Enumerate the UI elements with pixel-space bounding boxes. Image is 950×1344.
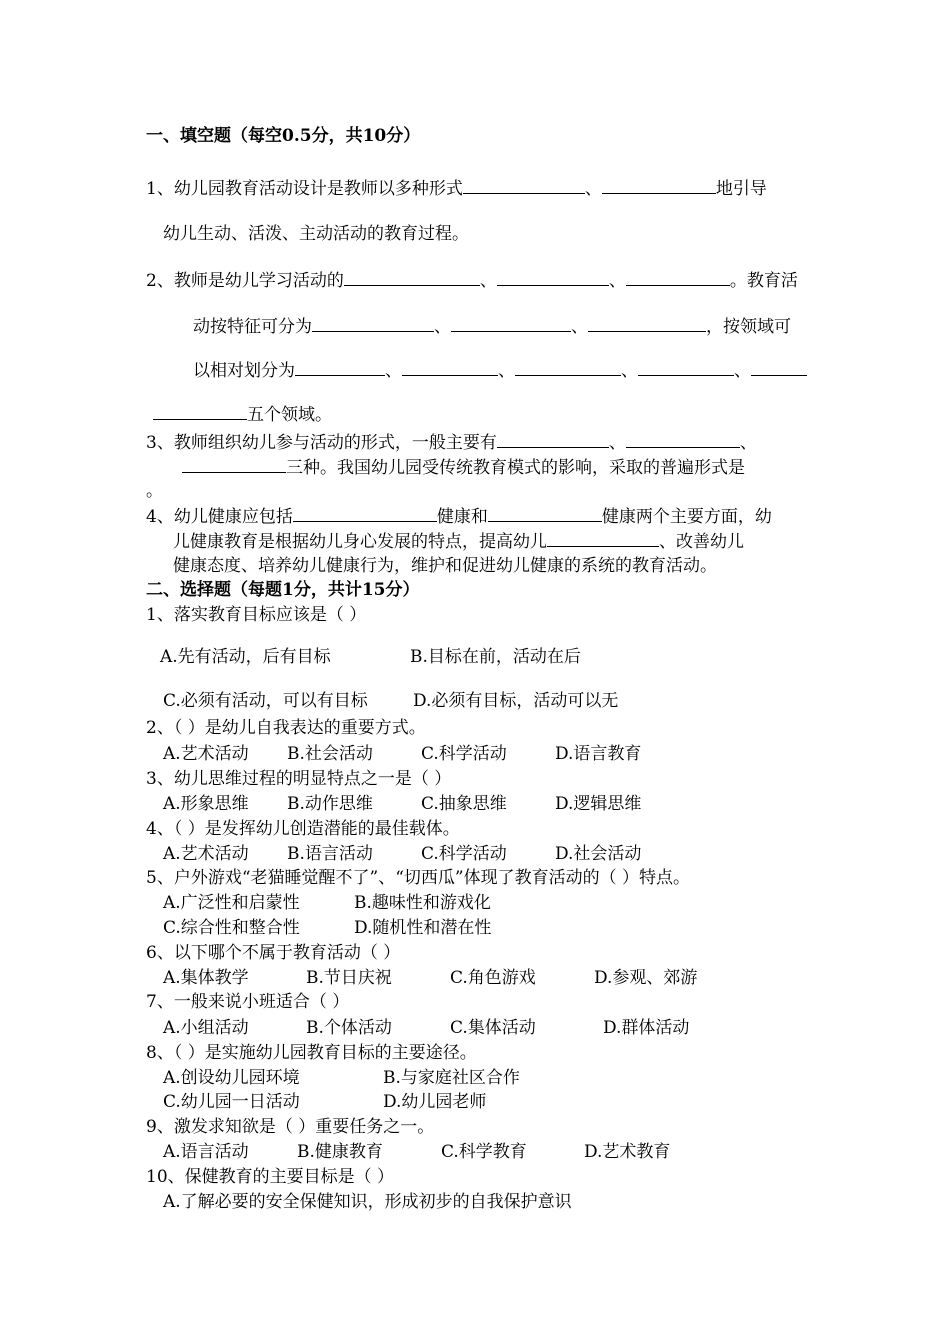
fill-question-2-line3: 以相对划分为 、 、 、 、: [193, 358, 807, 383]
answer-blank[interactable]: [626, 430, 740, 448]
choice-option-a[interactable]: A.形象思维: [163, 794, 249, 814]
choice-option-a[interactable]: A.先有活动，后有目标: [160, 647, 331, 667]
answer-blank[interactable]: [293, 504, 437, 522]
choice-option-b[interactable]: B.动作思维: [287, 794, 373, 814]
choice-question-10-stem: 10、保健教育的主要目标是（ ）: [146, 1167, 395, 1187]
answer-blank[interactable]: [153, 402, 247, 420]
choice-option-b[interactable]: B.社会活动: [287, 744, 373, 764]
fill-question-1-line2: 幼儿生动、活泼、主动活动的教育过程。: [163, 224, 469, 244]
answer-blank[interactable]: [402, 358, 498, 376]
choice-option-a[interactable]: A.艺术活动: [163, 744, 249, 764]
choice-question-2-stem: 2、（ ）是幼儿自我表达的重要方式。: [146, 718, 426, 738]
choice-option-b[interactable]: B.趣味性和游戏化: [354, 893, 491, 913]
choice-option-b[interactable]: B.个体活动: [306, 1018, 392, 1038]
choice-option-a[interactable]: A.广泛性和启蒙性: [163, 893, 300, 913]
answer-blank[interactable]: [488, 504, 602, 522]
choice-option-c[interactable]: C.科学教育: [441, 1142, 527, 1162]
choice-question-8-stem: 8、（ ）是实施幼儿园教育目标的主要途径。: [146, 1043, 477, 1063]
choice-option-d[interactable]: D.参观、郊游: [594, 968, 698, 988]
fill-question-3-line1: 3、教师组织幼儿参与活动的形式，一般主要有 、 、: [146, 430, 757, 455]
choice-option-b[interactable]: B.目标在前，活动在后: [410, 647, 581, 667]
choice-option-a[interactable]: A.小组活动: [163, 1018, 249, 1038]
answer-blank[interactable]: [602, 176, 716, 194]
question-text: 1、幼儿园教育活动设计是教师以多种形式: [146, 179, 463, 199]
answer-blank[interactable]: [312, 314, 434, 332]
choice-option-a[interactable]: A.艺术活动: [163, 844, 249, 864]
choice-question-4-stem: 4、（ ）是发挥幼儿创造潜能的最佳载体。: [146, 819, 460, 839]
choice-question-9-stem: 9、激发求知欲是（ ）重要任务之一。: [146, 1117, 435, 1137]
choice-option-a[interactable]: A.创设幼儿园环境: [163, 1068, 300, 1088]
choice-option-c[interactable]: C.必须有活动，可以有目标: [163, 691, 368, 711]
choice-option-b[interactable]: B.节日庆祝: [306, 968, 392, 988]
section2-title: 二、选择题（每题1分，共计15分）: [146, 580, 420, 600]
choice-option-a[interactable]: A.集体教学: [163, 968, 249, 988]
fill-question-3-line2: 三种。我国幼儿园受传统教育模式的影响，采取的普遍形式是: [182, 455, 745, 480]
answer-blank[interactable]: [463, 176, 585, 194]
answer-blank[interactable]: [751, 358, 807, 376]
choice-question-6-stem: 6、以下哪个不属于教育活动（ ）: [146, 943, 401, 963]
choice-option-c[interactable]: C.集体活动: [450, 1018, 536, 1038]
answer-blank[interactable]: [344, 268, 480, 286]
choice-option-b[interactable]: B.语言活动: [287, 844, 373, 864]
fill-question-4-line2: 儿健康教育是根据幼儿身心发展的特点，提高幼儿 、改善幼儿: [173, 529, 744, 554]
choice-option-c[interactable]: C.幼儿园一日活动: [163, 1092, 300, 1112]
choice-option-b[interactable]: B.与家庭社区合作: [383, 1068, 520, 1088]
answer-blank[interactable]: [626, 268, 730, 286]
choice-option-c[interactable]: C.科学活动: [421, 844, 507, 864]
fill-question-1-line1: 1、幼儿园教育活动设计是教师以多种形式 、 地引导: [146, 176, 767, 201]
section1-title: 一、填空题（每空0.5分，共10分）: [146, 126, 421, 146]
answer-blank[interactable]: [451, 314, 571, 332]
choice-option-c[interactable]: C.角色游戏: [450, 968, 536, 988]
fill-question-4-line3: 健康态度、培养幼儿健康行为，维护和促进幼儿健康的系统的教育活动。: [173, 556, 717, 576]
choice-option-a[interactable]: A.了解必要的安全保健知识，形成初步的自我保护意识: [163, 1192, 572, 1212]
choice-option-d[interactable]: D.群体活动: [603, 1018, 690, 1038]
answer-blank[interactable]: [497, 268, 609, 286]
choice-option-d[interactable]: D.必须有目标，活动可以无: [413, 691, 619, 711]
answer-blank[interactable]: [295, 358, 385, 376]
fill-question-2-line1: 2、教师是幼儿学习活动的 、 、 。教育活: [146, 268, 798, 293]
answer-blank[interactable]: [515, 358, 621, 376]
choice-option-d[interactable]: D.社会活动: [555, 844, 642, 864]
choice-option-c[interactable]: C.科学活动: [421, 744, 507, 764]
answer-blank[interactable]: [638, 358, 734, 376]
fill-question-4-line1: 4、幼儿健康应包括 健康和 健康两个主要方面，幼: [146, 504, 772, 529]
fill-question-2-line2: 动按特征可分为 、 、 ，按领域可: [193, 314, 791, 339]
choice-question-5-stem: 5、户外游戏“老猫睡觉醒不了”、“切西瓜”体现了教育活动的（ ）特点。: [146, 868, 690, 888]
choice-option-a[interactable]: A.语言活动: [163, 1142, 249, 1162]
fill-question-3-line3: 。: [146, 481, 163, 501]
choice-question-1-stem: 1、落实教育目标应该是（ ）: [146, 605, 367, 625]
choice-option-d[interactable]: D.随机性和潜在性: [354, 918, 492, 938]
choice-option-c[interactable]: C.综合性和整合性: [163, 918, 300, 938]
answer-blank[interactable]: [497, 430, 609, 448]
answer-blank[interactable]: [547, 529, 659, 547]
choice-question-7-stem: 7、一般来说小班适合（ ）: [146, 992, 350, 1012]
answer-blank[interactable]: [182, 455, 286, 473]
choice-option-d[interactable]: D.艺术教育: [584, 1142, 671, 1162]
choice-option-c[interactable]: C.抽象思维: [421, 794, 507, 814]
choice-option-d[interactable]: D.逻辑思维: [555, 794, 642, 814]
fill-question-2-line4: 五个领域。: [153, 402, 332, 427]
choice-option-d[interactable]: D.语言教育: [555, 744, 642, 764]
answer-blank[interactable]: [588, 314, 706, 332]
choice-question-3-stem: 3、幼儿思维过程的明显特点之一是（ ）: [146, 769, 452, 789]
choice-option-d[interactable]: D.幼儿园老师: [383, 1092, 487, 1112]
choice-option-b[interactable]: B.健康教育: [297, 1142, 383, 1162]
